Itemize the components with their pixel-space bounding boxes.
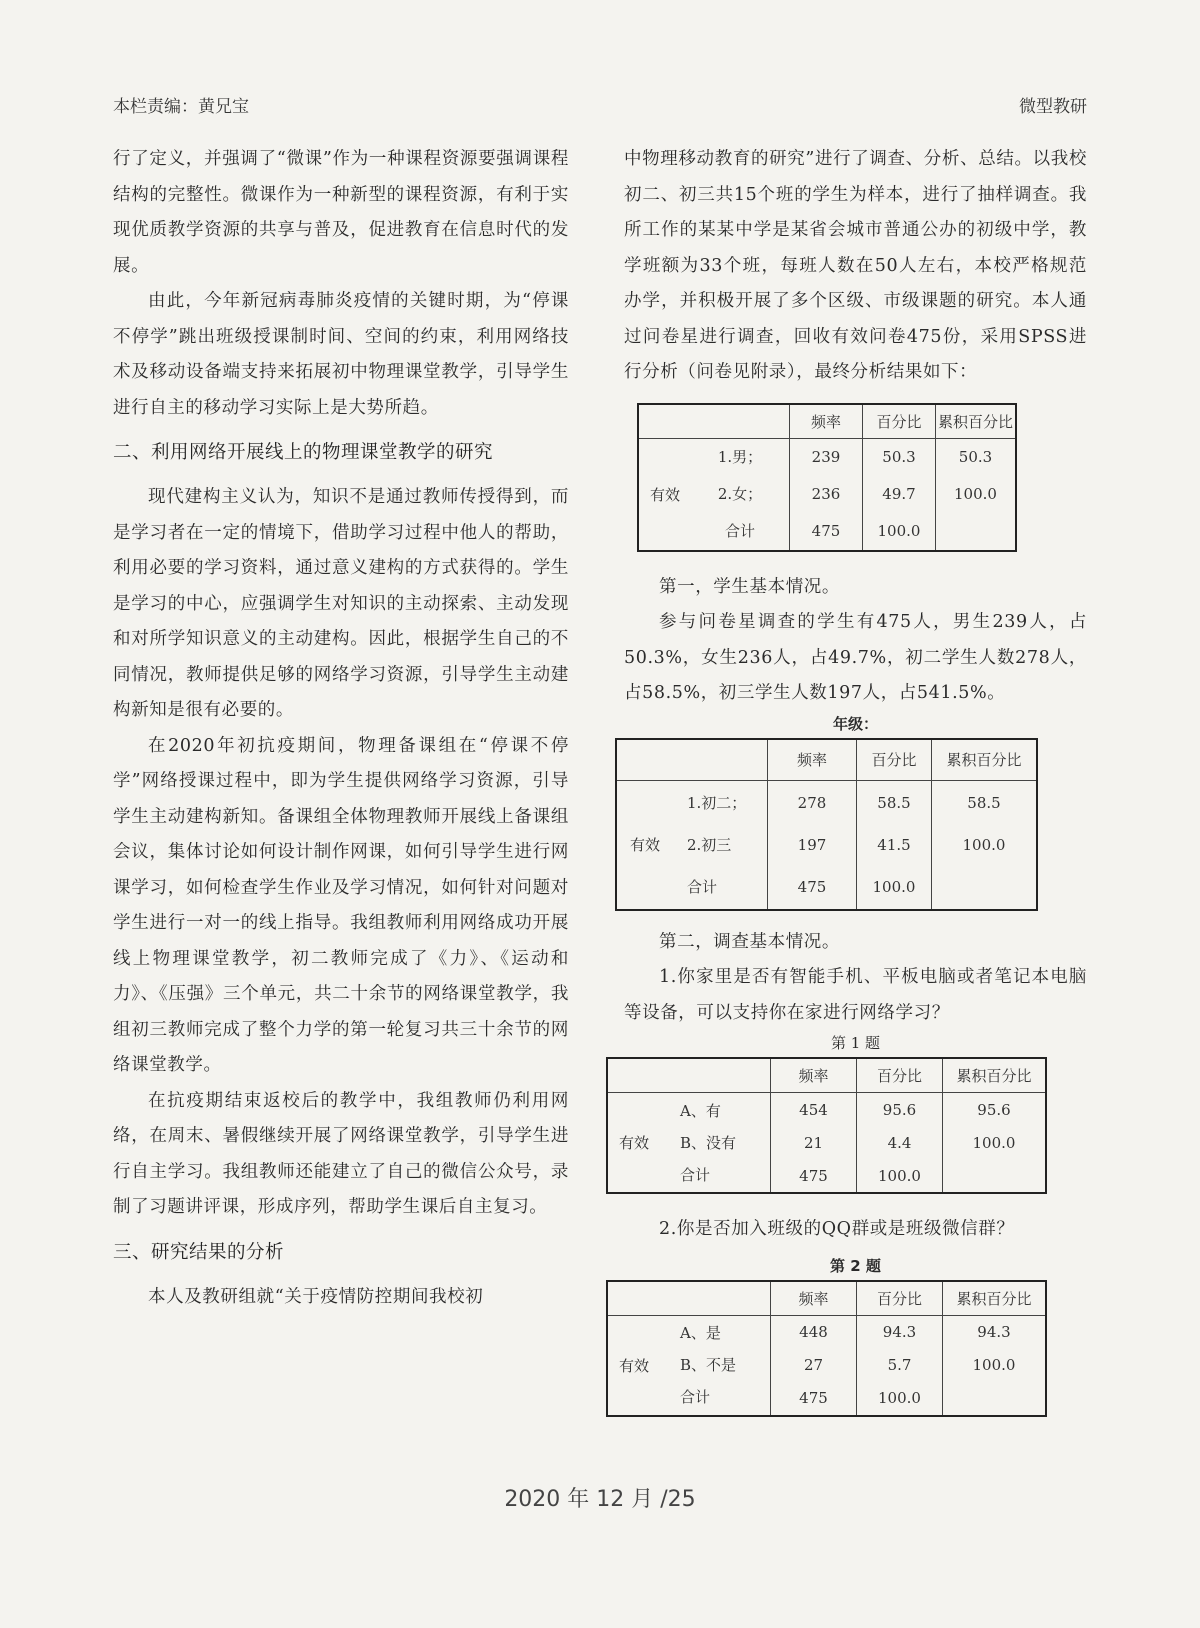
- group-label: 有效: [618, 1134, 649, 1152]
- cell-cum: 100.0: [936, 476, 1017, 513]
- cell-freq: 454: [771, 1093, 857, 1127]
- question1-table: [606, 1057, 1047, 1194]
- cell-cum: 100.0: [943, 1126, 1047, 1159]
- cell-cum: [943, 1159, 1047, 1193]
- section-heading: 三、研究结果的分析: [113, 1241, 285, 1263]
- header-cum: 累积百分比: [936, 404, 1017, 439]
- cell-cum: [932, 865, 1038, 910]
- cell-freq: 197: [768, 825, 857, 865]
- right-column: [618, 142, 1087, 1417]
- grade-table: [615, 738, 1038, 911]
- gender-table: [637, 403, 1017, 552]
- paragraph: 2.你是否加入班级的QQ群或是班级微信群？: [659, 1219, 1015, 1239]
- table-caption: 第 2 题: [830, 1256, 881, 1275]
- page-footer: 2020 年 12 月 /25: [504, 1487, 696, 1512]
- paragraph: 本人及教研组就“关于疫情防控期间我校初: [148, 1286, 484, 1307]
- header-cum: 累积百分比: [932, 739, 1038, 781]
- group-label: 有效: [618, 1356, 649, 1375]
- row-group: [616, 780, 768, 910]
- cell-cum: 100.0: [932, 825, 1038, 865]
- header-freq: 频率: [768, 739, 857, 781]
- section-title: 微型教研: [1019, 97, 1087, 117]
- paragraph: 第一，学生基本情况。: [659, 576, 840, 597]
- cell-pct: 100.0: [857, 1382, 943, 1416]
- cell-pct: 100.0: [857, 865, 932, 910]
- cell-freq: 239: [790, 438, 863, 476]
- paragraph: 现代建构主义认为，知识不是通过教师传授得到，而是学习者在一定的情境下，借助学习过程中他人的帮助，利用必要的学习资料，通过意义建构的方式获得的。学生是学习的中心，应强调学生对知识的主动探索、主动发现和对所学知识意义的主动建构。因此，根据学生自己的不同情况，教师提供足够的网络学习资源，引导学生主动建构新知是很有必要的。: [113, 487, 569, 720]
- header-pct: 百分比: [857, 739, 932, 781]
- row-label: B、没有: [680, 1133, 737, 1152]
- paragraph: 参与问卷星调查的学生有475人，男生239人，占50.3%，女生236人，占49.7%，初二学生人数278人，占58.5%，初三学生人数197人，占541.5%。: [624, 612, 1087, 703]
- cell-freq: 236: [790, 476, 863, 513]
- paragraph: 在2020年初抗疫期间，物理备课组在“停课不停学”网络授课过程中，即为学生提供网络学习资源，引导学生主动建构新知。备课组全体物理教师开展线上备课组会议，集体讨论如何设计制作网课，如何引导学生进行网课学习，如何检查学生作业及学习情况，如何针对问题对学生进行一对一的线上指导。我组教师利用网络成功开展线上物理课堂教学，初二教师完成了《力》、《运动和力》、《压强》三个单元，共二十余节的网络课堂教学，我组初三教师完成了整个力学的第一轮复习共三十余节的网络课堂教学。: [113, 735, 569, 1075]
- header-pct: 百分比: [857, 1058, 943, 1093]
- cell-pct: 49.7: [863, 476, 936, 513]
- group-label: 有效: [629, 836, 660, 854]
- cell-pct: 4.4: [857, 1126, 943, 1159]
- header-cum: 累积百分比: [943, 1058, 1047, 1093]
- cell-freq: 448: [771, 1315, 857, 1349]
- header-freq: 频率: [771, 1058, 857, 1093]
- question2-table: [606, 1280, 1047, 1417]
- cell-pct: 100.0: [863, 513, 936, 551]
- left-column: [113, 142, 569, 1315]
- cell-cum: 95.6: [943, 1093, 1047, 1127]
- row-group: [607, 1093, 771, 1194]
- table-corner: [607, 1281, 771, 1316]
- cell-pct: 58.5: [857, 780, 932, 825]
- row-label: 1.初二；: [687, 793, 747, 812]
- header-freq: 频率: [790, 404, 863, 439]
- table-corner: [616, 739, 768, 781]
- cell-pct: 100.0: [857, 1159, 943, 1193]
- header-cum: 累积百分比: [943, 1281, 1047, 1316]
- paragraph: 1.你家里是否有智能手机、平板电脑或者笔记本电脑等设备，可以支持你在家进行网络学习？: [624, 967, 1087, 1023]
- row-label: B、不是: [680, 1356, 737, 1374]
- row-group: [638, 438, 790, 551]
- row-label: A、有: [680, 1101, 721, 1120]
- cell-pct: 50.3: [863, 438, 936, 476]
- cell-cum: 100.0: [943, 1349, 1047, 1382]
- header-freq: 频率: [771, 1281, 857, 1316]
- row-label: 1.男；: [717, 447, 763, 466]
- cell-cum: 50.3: [936, 438, 1017, 476]
- row-label: 合计: [687, 877, 718, 896]
- cell-cum: [943, 1382, 1047, 1416]
- paragraph: 在抗疫期结束返校后的教学中，我组教师仍利用网络，在周末、暑假继续开展了网络课堂教学，引导学生进行自主学习。我组教师还能建立了自己的微信公众号，录制了习题讲评课，形成序列，帮助学生课后自主复习。: [113, 1090, 569, 1217]
- row-label: 2.初三: [687, 835, 732, 854]
- cell-freq: 27: [771, 1349, 857, 1382]
- row-label: A、是: [680, 1324, 721, 1342]
- group-label: 有效: [649, 485, 680, 504]
- cell-freq: 475: [771, 1159, 857, 1193]
- cell-pct: 5.7: [857, 1349, 943, 1382]
- cell-freq: 475: [771, 1382, 857, 1416]
- cell-freq: 278: [768, 780, 857, 825]
- table-caption: 第 1 题: [830, 1034, 881, 1052]
- cell-cum: 94.3: [943, 1315, 1047, 1349]
- row-label: 合计: [724, 521, 755, 540]
- table-caption: 年级：: [832, 714, 878, 733]
- column-editor: 本栏责编：黄兄宝: [113, 97, 249, 117]
- section-heading: 二、利用网络开展线上的物理课堂教学的研究: [113, 442, 494, 463]
- row-label: 合计: [680, 1388, 711, 1406]
- paragraph: 由此，今年新冠病毒肺炎疫情的关键时期，为“停课不停学”跳出班级授课制时间、空间的约束，利用网络技术及移动设备端支持来拓展初中物理课堂教学，引导学生进行自主的移动学习实际上是大势所趋。: [113, 291, 569, 418]
- cell-freq: 475: [768, 865, 857, 910]
- header-pct: 百分比: [863, 404, 936, 439]
- cell-pct: 41.5: [857, 825, 932, 865]
- cell-cum: [936, 513, 1017, 551]
- cell-freq: 21: [771, 1126, 857, 1159]
- paragraph: 行了定义，并强调了“微课”作为一种课程资源要强调课程结构的完整性。微课作为一种新型的课程资源，有利于实现优质教学资源的共享与普及，促进教育在信息时代的发展。: [113, 149, 569, 276]
- cell-pct: 94.3: [857, 1315, 943, 1349]
- cell-pct: 95.6: [857, 1093, 943, 1127]
- header-pct: 百分比: [857, 1281, 943, 1316]
- row-group: [607, 1315, 771, 1416]
- cell-freq: 475: [790, 513, 863, 551]
- table-corner: [638, 404, 790, 439]
- cell-cum: 58.5: [932, 780, 1038, 825]
- row-label: 合计: [680, 1165, 711, 1184]
- paragraph: 第二，调查基本情况。: [659, 931, 840, 952]
- row-label: 2.女；: [717, 484, 763, 503]
- paragraph: 中物理移动教育的研究”进行了调查、分析、总结。以我校初二、初三共15个班的学生为样本，进行了抽样调查。我所工作的某某中学是某省会城市普通公办的初级中学，教学班额为33个班，每班人数在50人左右，本校严格规范办学，并积极开展了多个区级、市级课题的研究。本人通过问卷星进行调查，回收有效问卷475份，采用SPSS进行分析（问卷见附录），最终分析结果如下：: [624, 149, 1087, 382]
- table-corner: [607, 1058, 771, 1093]
